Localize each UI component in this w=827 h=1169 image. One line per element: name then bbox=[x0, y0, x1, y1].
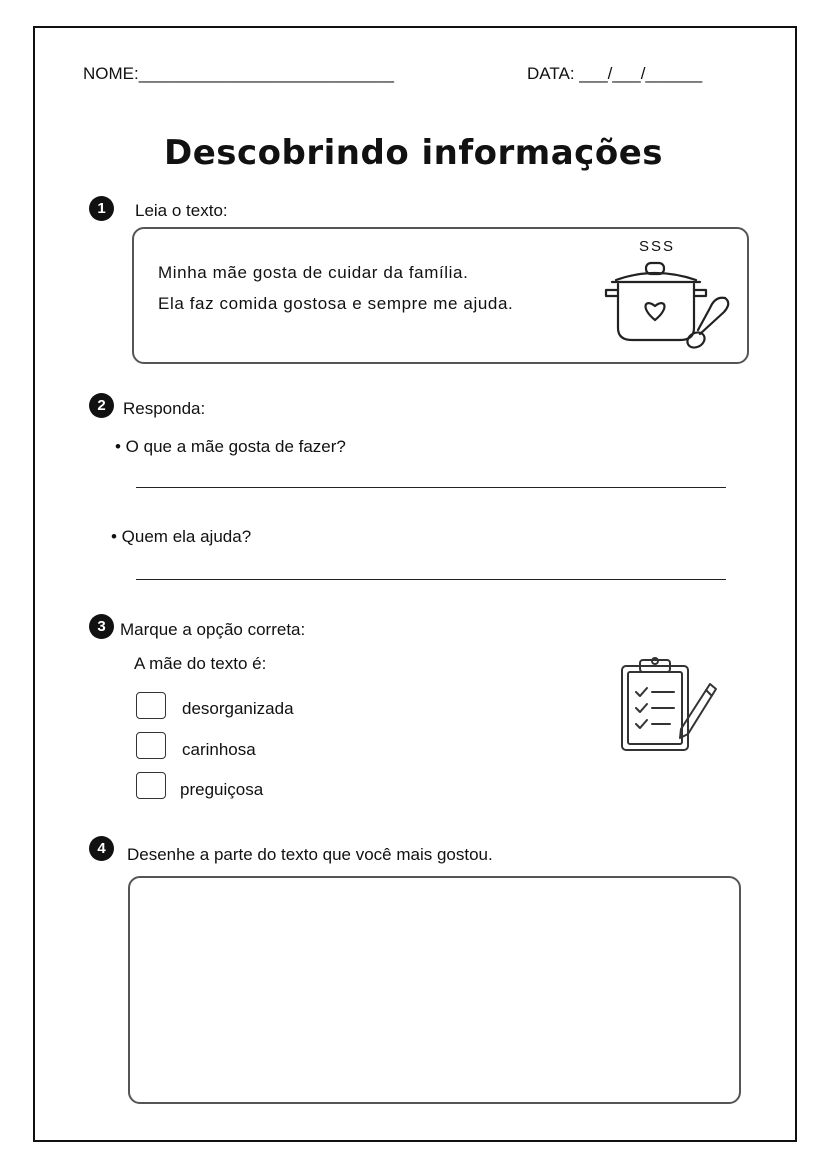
section-number-4: 4 bbox=[89, 836, 114, 861]
date-label: DATA: bbox=[527, 64, 575, 83]
section-number-3: 3 bbox=[89, 614, 114, 639]
reading-text-line-2: Ela faz comida gostosa e sempre me ajuda. bbox=[158, 294, 514, 313]
steam-text: SSS bbox=[639, 238, 676, 255]
drawing-area[interactable] bbox=[128, 876, 741, 1104]
option-label-preguicosa: preguiçosa bbox=[180, 780, 264, 799]
date-blank: ___/___/______ bbox=[579, 64, 703, 83]
checkbox-carinhosa[interactable] bbox=[136, 732, 166, 759]
date-field[interactable] bbox=[527, 64, 702, 84]
name-field[interactable] bbox=[83, 64, 394, 84]
section1-heading: Leia o texto: bbox=[135, 201, 228, 220]
checkbox-preguicosa[interactable] bbox=[136, 772, 166, 799]
option-label-desorganizada: desorganizada bbox=[182, 699, 294, 718]
clipboard-checklist-icon bbox=[618, 654, 722, 754]
option-label-carinhosa: carinhosa bbox=[182, 740, 256, 759]
section2-heading: Responda: bbox=[123, 399, 206, 418]
name-blank: ___________________________ bbox=[138, 64, 395, 83]
reading-text-line-1: Minha mãe gosta de cuidar da família. bbox=[158, 263, 469, 282]
question-2: • Quem ela ajuda? bbox=[111, 527, 252, 546]
answer-line-1[interactable] bbox=[136, 487, 726, 488]
name-label: NOME: bbox=[83, 64, 139, 83]
section-number-1: 1 bbox=[89, 196, 114, 221]
question-1: • O que a mãe gosta de fazer? bbox=[115, 437, 346, 456]
page-title: Descobrindo informações bbox=[164, 133, 663, 173]
section3-prompt: A mãe do texto é: bbox=[134, 654, 267, 673]
checkbox-desorganizada[interactable] bbox=[136, 692, 166, 719]
section3-heading: Marque a opção correta: bbox=[120, 620, 306, 639]
answer-line-2[interactable] bbox=[136, 579, 726, 580]
cooking-pot-icon bbox=[600, 258, 735, 353]
section4-heading: Desenhe a parte do texto que você mais gostou. bbox=[127, 845, 493, 864]
section-number-2: 2 bbox=[89, 393, 114, 418]
